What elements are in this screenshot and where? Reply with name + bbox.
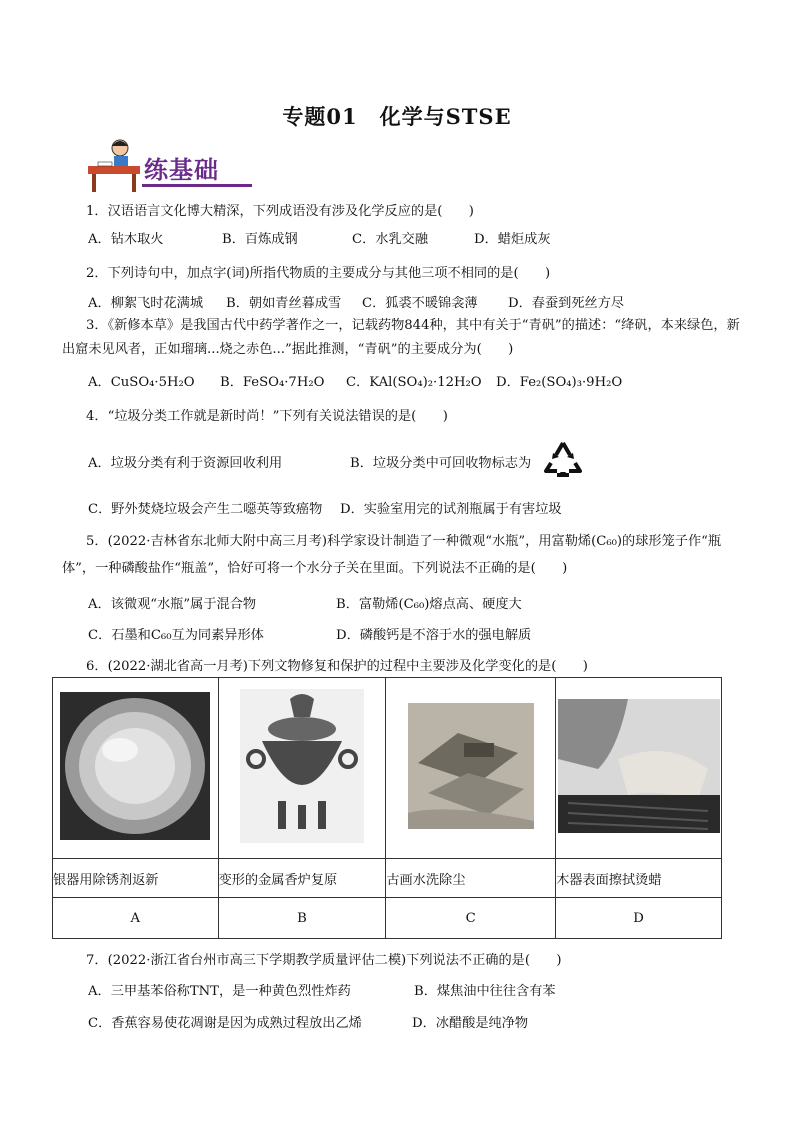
- q2-stem: 2．下列诗句中，加点字(词)所指代物质的主要成分与其他三项不相同的是( ): [86, 266, 551, 281]
- q3-option-c: C．KAl(SO₄)₂·12H₂O: [346, 375, 482, 390]
- q5-stem: 5．(2022·吉林省东北师大附中高三月考)科学家设计制造了一种微观“水瓶”，用富勒烯(C₆₀)的球形笼子作“瓶体”，一种磷酸盐作“瓶盖”，恰好可将一个水分子关在里面。下列说法不正确的是( ): [62, 534, 722, 576]
- q2-option-a: A．柳絮飞时花满城: [88, 296, 204, 311]
- image-ancient-painting: [386, 678, 556, 859]
- caption-b: 变形的金属香炉复原: [218, 859, 386, 898]
- q2-option-c: C．狐裘不暖锦衾薄: [362, 296, 478, 311]
- q1-stem: 1．汉语语言文化博大精深，下列成语没有涉及化学反应的是( ): [86, 204, 474, 219]
- q5-option-d: D．磷酸钙是不溶于水的强电解质: [336, 628, 532, 643]
- label-a: A: [53, 898, 219, 939]
- recycle-icon: [543, 439, 583, 479]
- q7-stem: 7．(2022·浙江省台州市高三下学期教学质量评估二模)下列说法不正确的是( ): [86, 953, 562, 968]
- page-title: 专题01 化学与STSE: [282, 104, 512, 129]
- caption-a: 银器用除锈剂返新: [53, 859, 219, 898]
- q5-option-a: A．该微观“水瓶”属于混合物: [88, 597, 257, 612]
- q1-option-b: B．百炼成钢: [222, 232, 298, 247]
- image-silver-bowl: [53, 678, 219, 859]
- q7-option-a: A．三甲基苯俗称TNT，是一种黄色烈性炸药: [88, 984, 351, 999]
- student-desk-icon: [84, 136, 144, 194]
- q7-option-b: B．煤焦油中往往含有苯: [414, 984, 556, 999]
- q7-option-c: C．香蕉容易使花凋谢是因为成熟过程放出乙烯: [88, 1016, 362, 1031]
- caption-c: 古画水洗除尘: [386, 859, 556, 898]
- wood-waxing-photo: [558, 699, 720, 833]
- q5-option-b: B．富勒烯(C₆₀)熔点高、硬度大: [336, 597, 522, 612]
- image-wood-waxing: [556, 678, 722, 859]
- q5-option-c: C．石墨和C₆₀互为同素异形体: [88, 628, 264, 643]
- section-badge-label: 练基础: [144, 156, 219, 184]
- label-c: C: [386, 898, 556, 939]
- q3-stem: 3．《新修本草》是我国古代中药学著作之一，记载药物844种，其中有关于“青矾”的描述：“绛矾，本来绿色，新出窟未见风者，正如瑠璃...烧之赤色...”据此推测，“青矾”的主要成分为( ): [62, 318, 740, 357]
- q4-option-a: A．垃圾分类有利于资源回收利用: [88, 456, 283, 471]
- caption-d: 木器表面擦拭烫蜡: [556, 859, 722, 898]
- q3-option-b: B．FeSO₄·7H₂O: [220, 375, 325, 390]
- q3-option-d: D．Fe₂(SO₄)₃·9H₂O: [496, 375, 623, 390]
- q7-option-d: D．冰醋酸是纯净物: [412, 1016, 529, 1031]
- q4-option-d: D．实验室用完的试剂瓶属于有害垃圾: [340, 502, 562, 517]
- ancient-painting-photo: [408, 703, 534, 829]
- artifact-table: [52, 677, 722, 939]
- q1-option-a: A．钻木取火: [88, 232, 164, 247]
- image-incense-burner: [218, 678, 386, 859]
- badge-underline: [142, 184, 252, 187]
- incense-burner-photo: [240, 689, 364, 843]
- label-b: B: [218, 898, 386, 939]
- section-badge: [84, 136, 254, 194]
- q1-option-c: C．水乳交融: [352, 232, 429, 247]
- q4-option-b: B．垃圾分类中可回收物标志为: [350, 456, 532, 471]
- label-d: D: [556, 898, 722, 939]
- q6-stem: 6．(2022·湖北省高一月考)下列文物修复和保护的过程中主要涉及化学变化的是( ): [86, 659, 588, 674]
- q4-stem: 4．“垃圾分类工作就是新时尚！”下列有关说法错误的是( ): [86, 409, 448, 424]
- q3-option-a: A．CuSO₄·5H₂O: [88, 375, 195, 390]
- q1-option-d: D．蜡炬成灰: [474, 232, 551, 247]
- q4-option-c: C．野外焚烧垃圾会产生二噁英等致癌物: [88, 502, 323, 517]
- q2-option-d: D．春蚕到死丝方尽: [508, 296, 625, 311]
- q2-option-b: B．朝如青丝暮成雪: [226, 296, 342, 311]
- silver-bowl-photo: [60, 692, 210, 840]
